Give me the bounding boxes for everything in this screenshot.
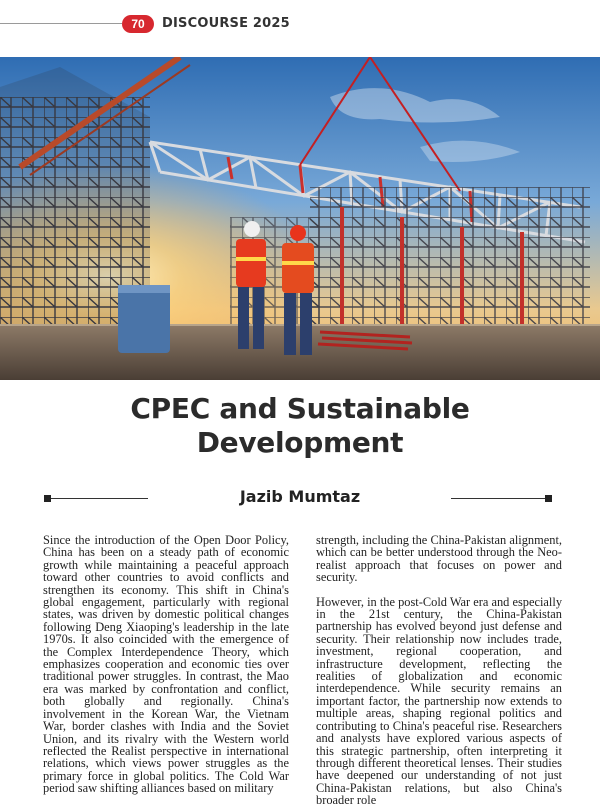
byline [0,484,600,510]
byline-square-left [44,495,51,502]
body-paragraph: Since the introduction of the Open Door Policy, China has been on a steady path of economic growth while maintaining a peaceful approach toward other countries to avoid conflicts and strengthen its economy. This shift in China's global engagement, particularly with regional states, was driven by domestic political changes following Deng Xiaoping's leadership in the late 1970s. It also coincided with the emergence of the Complex Interdependence Theory, which emphasizes cooperation and economic ties over traditional power struggles. In contrast, the Mao era was marked by confrontation and conflict, both globally and regionally. China's involvement in the Korean War, the Vietnam War, border clashes with India and the Soviet Union, and its rivalry with the Western world reflected the Realist perspective in international relations, which views power struggles as the primary force in global politics. The Cold War period saw shifting alliances based on military [43,533,289,796]
construction-site-photo [0,57,600,380]
page-number-badge: 70 [122,15,154,33]
journal-title: DISCOURSE 2025 [162,16,290,31]
body-paragraph: strength, including the China-Pakistan alignment, which can be better understood through the Neo-realist approach that focuses on power and security. [316,533,562,585]
hero-image [0,57,600,380]
body-column-left [43,534,289,795]
article-title-line2: Development [196,426,404,459]
byline-rule-left [44,498,148,499]
byline-rule-right [451,498,552,499]
author-name: Jazib Mumtaz [239,487,361,506]
page-header [0,0,600,52]
body-column-right [316,534,562,807]
byline-square-right [545,495,552,502]
article-title [30,392,570,460]
article-title-line1: CPEC and Sustainable [130,392,470,425]
body-paragraph: However, in the post-Cold War era and especially in the 21st century, the China-Pakistan partnership has evolved beyond just defense and security. Their relationship now includes trade, investment, regional cooperation, and infrastructure development, reflecting the realities of globalization and economic interdependence. While security remains an important factor, the partnership now extends to multiple areas, shaping regional politics and contributing to China's peaceful rise. Researchers and analysts have explored various aspects of this strategic partnership, often interpreting it through different theoretical lenses. Their studies have deepened our understanding of not just China-Pakistan relations, but also China's broader role [316,594,563,807]
header-rule [0,23,122,24]
